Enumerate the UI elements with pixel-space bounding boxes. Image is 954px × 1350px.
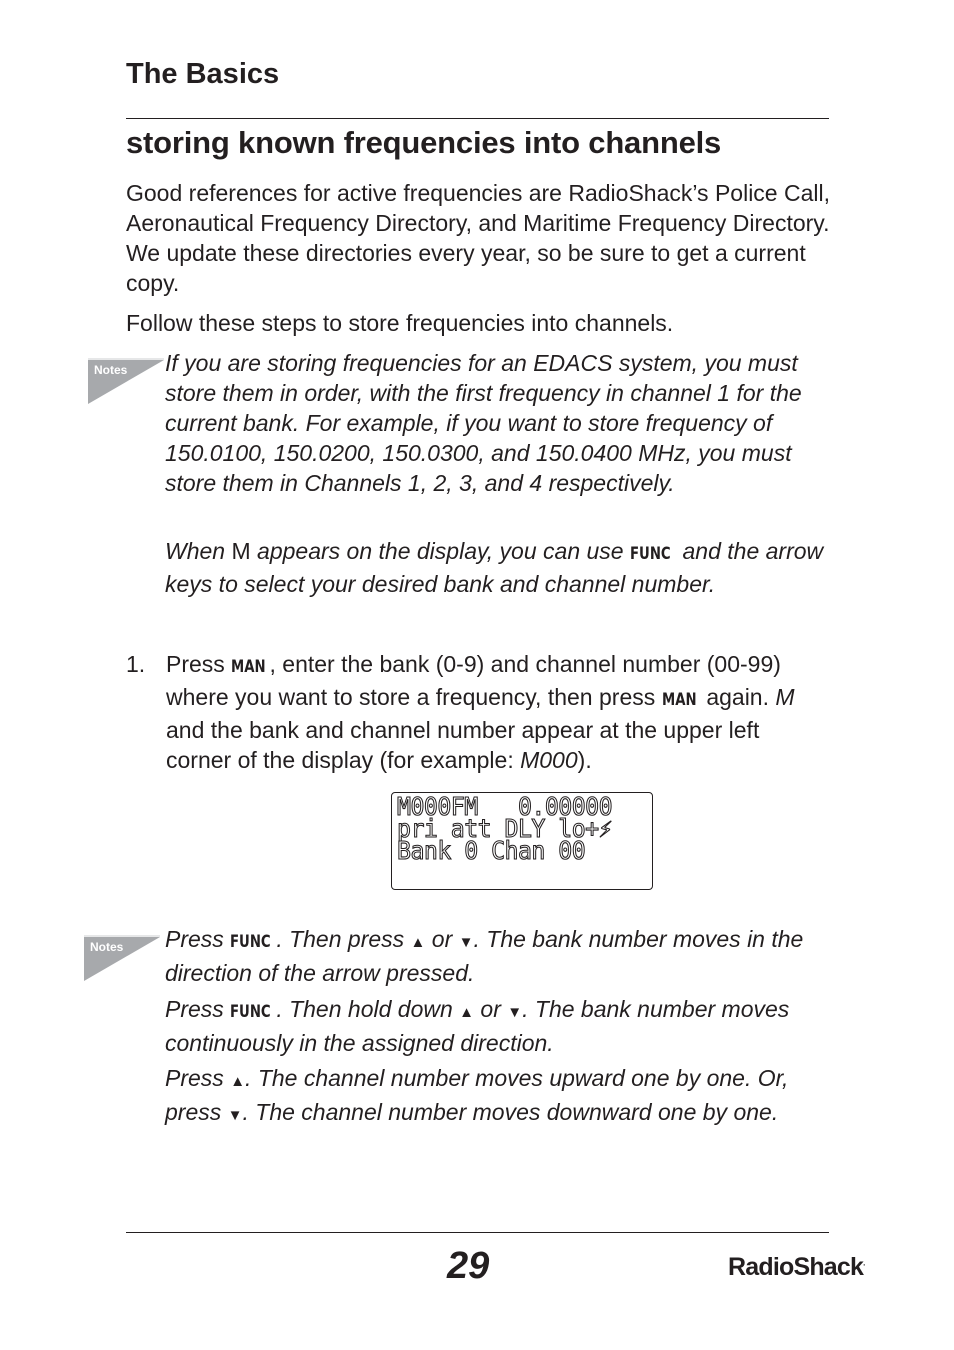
down-arrow-icon: ▼ bbox=[458, 934, 474, 951]
lcd-line-3: Bank 0 Chan 00 bbox=[397, 836, 586, 865]
step-number: 1. bbox=[126, 651, 146, 677]
example-code: M000 bbox=[520, 747, 578, 773]
up-arrow-icon: ▲ bbox=[230, 1073, 246, 1090]
notes-icon-label: Notes bbox=[94, 363, 128, 377]
note-bank-hold: Press FUNC . Then hold down ▲ or ▼. The bank number moves continuously in the assigned direction. bbox=[165, 996, 790, 1056]
man-key-label: MAN bbox=[661, 690, 697, 710]
intro-paragraph: Good references for active frequencies are RadioShack’s Police Call, Aeronautical Frequency Directory, and Maritime Frequency Directory. We update these directories every year, so be sure to get a current copy. bbox=[126, 180, 830, 296]
note-channel-arrows: Press ▲. The channel number moves upward one by one. Or, press ▼. The channel number moves downward one by one. bbox=[165, 1065, 789, 1125]
section-heading: The Basics bbox=[126, 58, 280, 90]
note-edacs: If you are storing frequencies for an EDACS system, you must store them in order, with the first frequency in channel 1 for the current bank. For example, if you want to store frequency of 150.0100, 150.0200, 150.0300, and 150.0400 MHz, you must store them in Channels 1, 2, 3, and 4 respectively. bbox=[165, 350, 802, 496]
up-arrow-icon: ▲ bbox=[459, 1004, 475, 1021]
steps-intro: Follow these steps to store frequencies into channels. bbox=[126, 310, 674, 336]
m-indicator: M bbox=[231, 538, 251, 564]
lcd-display bbox=[391, 792, 653, 890]
up-arrow-icon: ▲ bbox=[410, 934, 426, 951]
header-rule bbox=[126, 118, 829, 119]
down-arrow-icon: ▼ bbox=[227, 1107, 243, 1124]
down-arrow-icon: ▼ bbox=[507, 1004, 523, 1021]
step-1 bbox=[126, 649, 826, 773]
lcd-line-2: pri att DLY lo+⚡ bbox=[397, 814, 613, 843]
m-indicator: M bbox=[775, 684, 795, 710]
note-m-display: When M appears on the display, you can use FUNC and the arrow keys to select your desired bank and channel number. bbox=[165, 538, 824, 597]
man-key-label: MAN bbox=[231, 657, 266, 677]
notes-icon-label: Notes bbox=[90, 940, 124, 954]
func-key-label: FUNC bbox=[629, 544, 671, 564]
step-1-text: Press MAN , enter the bank (0-9) and channel number (00-99) where you want to store a frequency, then press MAN again. M and the bank and channel number appear at the upper left corner of the display (for example: M000). bbox=[166, 651, 795, 773]
func-key-label: FUNC bbox=[230, 932, 271, 952]
notes-icon bbox=[82, 933, 162, 983]
func-key-label: FUNC bbox=[230, 1002, 271, 1022]
brand-logo: RadioShack. bbox=[728, 1253, 865, 1281]
lcd-line-1: M000FM 0.00000 bbox=[397, 792, 613, 821]
page-number: 29 bbox=[447, 1245, 490, 1287]
page-title: storing known frequencies into channels bbox=[126, 125, 722, 160]
notes-icon bbox=[86, 356, 166, 406]
footer-rule bbox=[126, 1232, 829, 1233]
note-bank-arrows: Press FUNC . Then press ▲ or ▼. The bank number moves in the direction of the arrow pressed. bbox=[165, 926, 804, 986]
